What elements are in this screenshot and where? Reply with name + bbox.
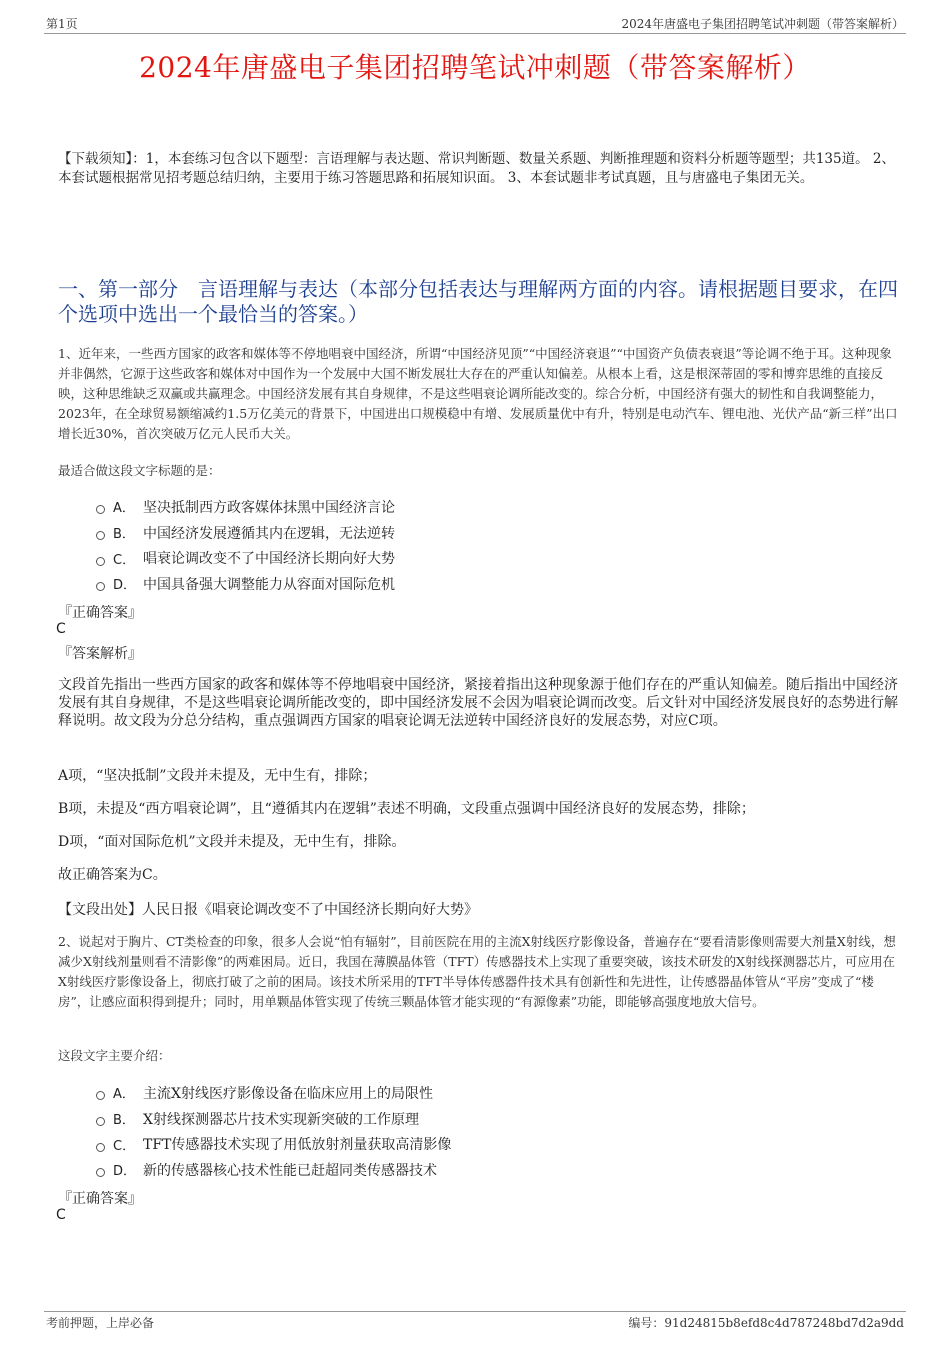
option-letter: C． bbox=[113, 1138, 136, 1154]
analysis-line-a: A项，“坚决抵制”文段并未提及，无中生有，排除； bbox=[58, 768, 377, 784]
download-notice: 【下载须知】：1，本套练习包含以下题型：言语理解与表达题、常识判断题、数量关系题、判断推理题和资料分析题等题型；共135道。 2、本套试题根据常见招考题总结归纳，主要用于练习答题思路和拓展知识面。 3、本套试题非考试真题，且与唐盛电子集团无关。 bbox=[58, 151, 895, 186]
option-text: X射线探测器芯片技术实现新突破的工作原理 bbox=[143, 1111, 419, 1128]
option-letter: C． bbox=[113, 552, 136, 568]
section-heading: 一、第一部分 言语理解与表达（本部分包括表达与理解两方面的内容。请根据题目要求，在四个选项中选出一个最恰当的答案。） bbox=[58, 277, 898, 326]
document-id: 编号：91d24815b8efd8c4d787248bd7d2a9dd bbox=[628, 1316, 904, 1330]
option-text: 新的传感器核心技术性能已赶超同类传感器技术 bbox=[143, 1162, 437, 1179]
radio-icon[interactable] bbox=[96, 582, 105, 591]
option-c[interactable] bbox=[96, 1131, 451, 1157]
option-letter: A． bbox=[113, 501, 135, 517]
correct-answer-label: 『正确答案』 bbox=[58, 605, 142, 621]
question-2-options bbox=[96, 1080, 451, 1183]
analysis-line-b: B项，未提及“西方唱衰论调”，且“遵循其内在逻辑”表述不明确，文段重点强调中国经济良好的发展态势，排除； bbox=[58, 801, 755, 817]
analysis-conclusion: 故正确答案为C。 bbox=[58, 867, 167, 883]
footer-divider bbox=[44, 1311, 906, 1312]
option-letter: D． bbox=[113, 1164, 137, 1180]
option-letter: B． bbox=[113, 527, 135, 543]
header-divider bbox=[44, 33, 906, 34]
radio-icon[interactable] bbox=[96, 505, 105, 514]
correct-answer-label: 『正确答案』 bbox=[58, 1191, 142, 1207]
option-d[interactable] bbox=[96, 1157, 451, 1183]
question-2-text: 2、说起对于胸片、CT类检查的印象，很多人会说“怕有辐射”，目前医院在用的主流X射线医疗影像设备，普遍存在“要看清影像则需要大剂量X射线，想减少X射线剂量则看不清影像”的两难困局。近日，我国在薄膜晶体管（TFT）传感器技术上实现了重要突破，该技术研发的X射线探测器芯片，可应用在X射线医疗影像设备上，彻底打破了之前的困局。该技术所采用的TFT半导体传感器件技术具有创新性和先进性，让传感器晶体管从“平房”变成了“楼房”，让感应面积得到提升；同时，用单颗晶体管实现了传统三颗晶体管才能实现的“有源像素”功能，即能够高强度地放大信号。 bbox=[58, 934, 896, 1009]
option-text: 主流X射线医疗影像设备在临床应用上的局限性 bbox=[143, 1085, 433, 1102]
footer-slogan: 考前押题，上岸必备 bbox=[46, 1316, 155, 1330]
option-b[interactable] bbox=[96, 520, 395, 546]
question-1-text: 1、近年来，一些西方国家的政客和媒体等不停地唱衰中国经济，所谓“中国经济见顶”“中国经济衰退”“中国资产负债表衰退”等论调不绝于耳。这种现象并非偶然，它源于这些政客和媒体对中国作为一个发展中大国不断发展壮大存在的严重认知偏差。从根本上看，这是根深蒂固的零和博弈思维的直接反映，这种思维缺乏双赢或共赢理念。中国经济发展有其自身规律，不是这些唱衰论调所能改变的。综合分析，中国经济有强大的韧性和自我调整能力，2023年，在全球贸易额缩减约1.5万亿美元的背景下，中国进出口规模稳中有增、发展质量优中有升，特别是电动汽车、锂电池、光伏产品“新三样”出口增长近30%，首次突破万亿元人民币大关。 bbox=[58, 346, 898, 441]
option-text: 坚决抵制西方政客媒体抹黑中国经济言论 bbox=[143, 499, 395, 516]
radio-icon[interactable] bbox=[96, 557, 105, 566]
option-d[interactable] bbox=[96, 571, 395, 597]
correct-answer: C bbox=[56, 621, 66, 637]
question-1-prompt: 最适合做这段文字标题的是： bbox=[58, 463, 221, 478]
question-1-options bbox=[96, 494, 395, 597]
analysis-label: 『答案解析』 bbox=[58, 646, 142, 662]
option-text: 中国经济发展遵循其内在逻辑，无法逆转 bbox=[143, 525, 395, 542]
option-letter: D． bbox=[113, 578, 137, 594]
radio-icon[interactable] bbox=[96, 1143, 105, 1152]
passage-source: 【文段出处】人民日报《唱衰论调改变不了中国经济长期向好大势》 bbox=[58, 902, 478, 918]
option-a[interactable] bbox=[96, 494, 395, 520]
question-2-prompt: 这段文字主要介绍： bbox=[58, 1048, 171, 1063]
radio-icon[interactable] bbox=[96, 531, 105, 540]
page-number: 第1页 bbox=[46, 17, 78, 31]
radio-icon[interactable] bbox=[96, 1091, 105, 1100]
option-letter: A． bbox=[113, 1087, 135, 1103]
radio-icon[interactable] bbox=[96, 1168, 105, 1177]
analysis-line-d: D项，“面对国际危机”文段并未提及，无中生有，排除。 bbox=[58, 834, 406, 850]
correct-answer: C bbox=[56, 1207, 66, 1223]
option-b[interactable] bbox=[96, 1106, 451, 1132]
page-title: 2024年唐盛电子集团招聘笔试冲刺题（带答案解析） bbox=[139, 51, 811, 84]
option-letter: B． bbox=[113, 1113, 135, 1129]
header-doc-title: 2024年唐盛电子集团招聘笔试冲刺题（带答案解析） bbox=[621, 17, 904, 31]
option-text: TFT传感器技术实现了用低放射剂量获取高清影像 bbox=[143, 1137, 452, 1154]
option-c[interactable] bbox=[96, 545, 395, 571]
option-a[interactable] bbox=[96, 1080, 451, 1106]
option-text: 唱衰论调改变不了中国经济长期向好大势 bbox=[143, 551, 395, 568]
radio-icon[interactable] bbox=[96, 1117, 105, 1126]
option-text: 中国具备强大调整能力从容面对国际危机 bbox=[143, 576, 395, 593]
analysis-text: 文段首先指出一些西方国家的政客和媒体等不停地唱衰中国经济，紧接着指出这种现象源于他们存在的严重认知偏差。随后指出中国经济发展有其自身规律，不是这些唱衰论调所能改变的，即中国经济发展不会因为唱衰论调而改变。后文针对中国经济发展良好的态势进行解释说明。故文段为分总分结构，重点强调西方国家的唱衰论调无法逆转中国经济良好的发展态势，对应C项。 bbox=[58, 677, 898, 729]
